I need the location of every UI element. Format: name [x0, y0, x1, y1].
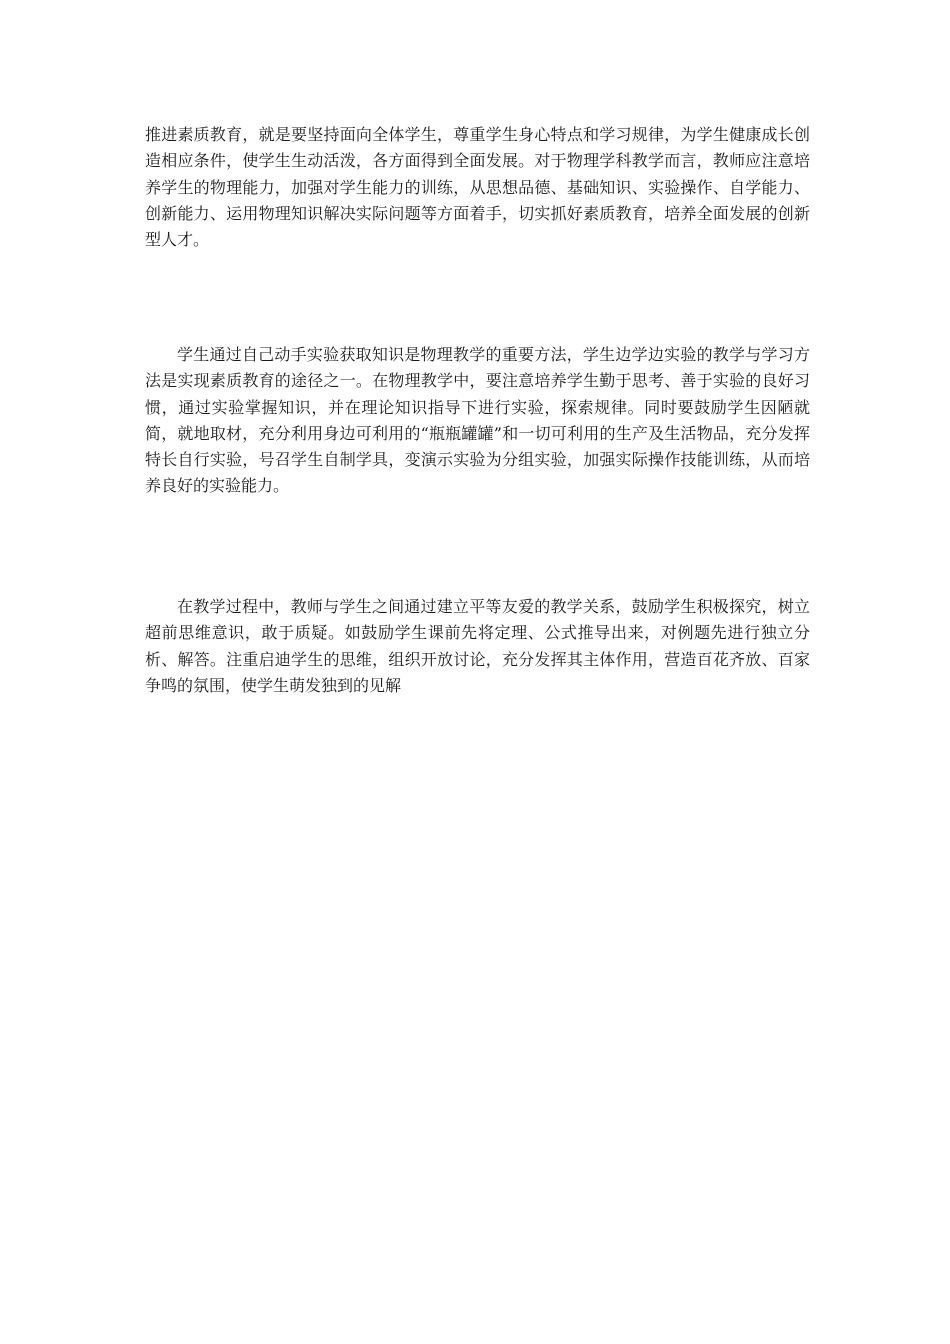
paragraph-quality-education: 推进素质教育，就是要坚持面向全体学生，尊重学生身心特点和学习规律，为学生健康成长创造相应条件，使学生生动活泼，各方面得到全面发展。对于物理学科教学而言，教师应注意培养学生的物理能力，加强对学生能力的训练，从思想品德、基础知识、实验操作、自学能力、创新能力、运用物理知识解决实际问题等方面着手，切实抓好素质教育，培养全面发展的创新型人才。: [145, 125, 810, 250]
paragraph-experiment-learning: 学生通过自己动手实验获取知识是物理教学的重要方法，学生边学边实验的教学与学习方法是实现素质教育的途径之一。在物理教学中，要注意培养学生勤于思考、善于实验的良好习惯，通过实验掌握知识，并在理论知识指导下进行实验，探索规律。同时要鼓励学生因陋就简，就地取材，充分利用身边可利用的“瓶瓶罐罐”和一切可利用的生产及生活物品，充分发挥特长自行实验，号召学生自制学具，变演示实验为分组实验，加强实际操作技能训练，从而培养良好的实验能力。: [145, 345, 810, 496]
paragraph-teaching-process: 在教学过程中，教师与学生之间通过建立平等友爱的教学关系，鼓励学生积极探究，树立超前思维意识，敢于质疑。如鼓励学生课前先将定理、公式推导出来，对例题先进行独立分析、解答。注重启迪学生的思维，组织开放讨论，充分发挥其主体作用，营造百花齐放、百家争鸣的氛围，使学生萌发独到的见解: [145, 597, 810, 695]
